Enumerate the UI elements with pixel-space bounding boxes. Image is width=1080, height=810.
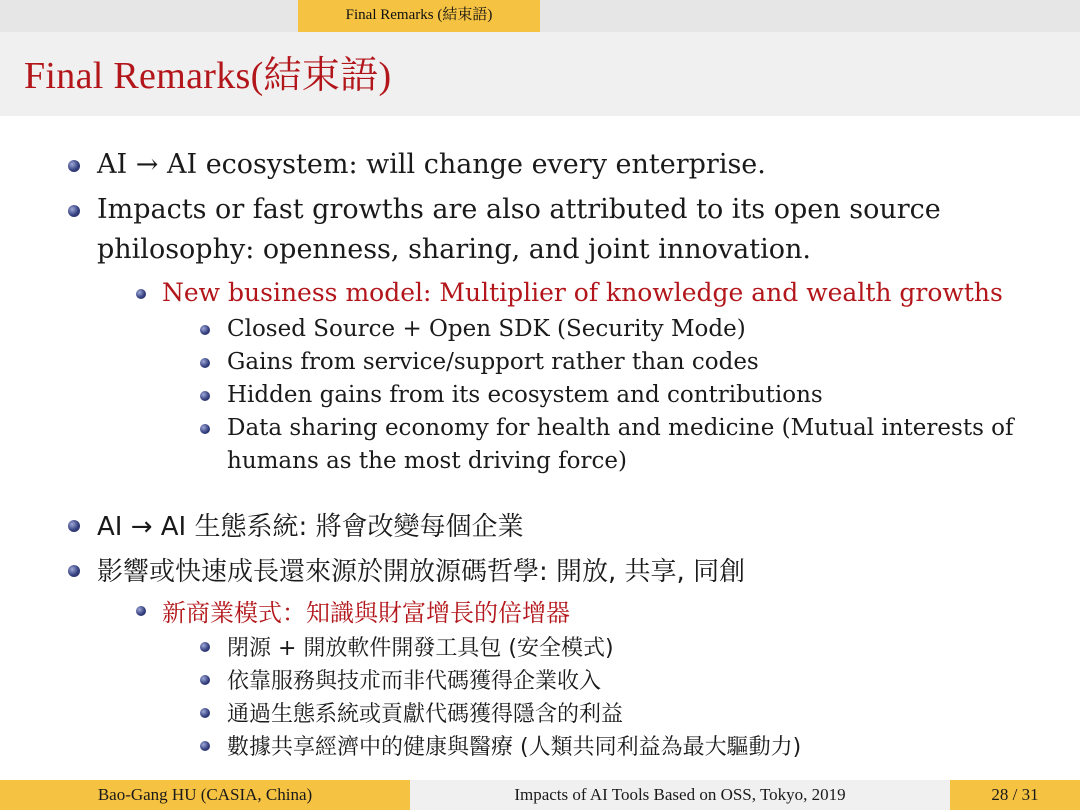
bullet-icon [136, 289, 146, 299]
title-bar [0, 32, 1080, 116]
bullet-icon [68, 520, 80, 532]
subitem-en-2: Gains from service/support rather than codes [227, 349, 759, 375]
bullet-icon [200, 642, 210, 652]
bullet-icon [200, 675, 210, 685]
bullet-en-2-line1: Impacts or fast growths are also attributed to its open source [97, 194, 941, 225]
bullet-icon [68, 160, 80, 172]
footer-author: Bao-Gang HU (CASIA, China) [0, 780, 410, 810]
bullet-icon [200, 391, 210, 401]
bullet-icon [200, 358, 210, 368]
subitem-zh-1: 閉源 + 開放軟件開發工具包 (安全模式) [227, 636, 614, 661]
bullet-icon [200, 708, 210, 718]
subheading-zh: 新商業模式：知識與財富增長的倍增器 [162, 599, 570, 627]
bullet-icon [200, 424, 210, 434]
subheading-en: New business model: Multiplier of knowledge and wealth growths [162, 278, 1003, 307]
subitem-zh-4: 數據共享經濟中的健康與醫療 (人類共同利益為最大驅動力) [227, 735, 802, 760]
subitem-en-4-line1: Data sharing economy for health and medicine (Mutual interests of [227, 415, 1014, 441]
section-tab[interactable]: Final Remarks (結束語) [298, 0, 540, 32]
footer-talk-title: Impacts of AI Tools Based on OSS, Tokyo, 2019 [410, 780, 950, 810]
bullet-icon [68, 565, 80, 577]
bullet-icon [136, 606, 146, 616]
navigation-bar [0, 0, 1080, 32]
bullet-zh-1: AI → AI 生態系統: 將會改變每個企業 [97, 512, 524, 542]
subitem-zh-3: 通過生態系統或貢獻代碼獲得隱含的利益 [227, 702, 624, 727]
footer-page-number: 28 / 31 [950, 780, 1080, 810]
bullet-en-2-line2: philosophy: openness, sharing, and joint innovation. [97, 234, 811, 265]
footer-bar [0, 780, 1080, 810]
subitem-zh-2: 依靠服務與技朮而非代碼獲得企業收入 [227, 669, 602, 694]
subitem-en-4-line2: humans as the most driving force) [227, 448, 627, 474]
subitem-en-1: Closed Source + Open SDK (Security Mode) [227, 316, 746, 342]
bullet-icon [200, 741, 210, 751]
bullet-icon [200, 325, 210, 335]
subitem-en-3: Hidden gains from its ecosystem and contributions [227, 382, 823, 408]
bullet-en-1: AI → AI ecosystem: will change every enterprise. [97, 149, 766, 180]
slide-title: Final Remarks(結束語) [24, 55, 392, 97]
slide-content [0, 116, 1080, 780]
bullet-zh-2: 影響或快速成長還來源於開放源碼哲學: 開放, 共享, 同創 [97, 557, 746, 587]
bullet-icon [68, 205, 80, 217]
